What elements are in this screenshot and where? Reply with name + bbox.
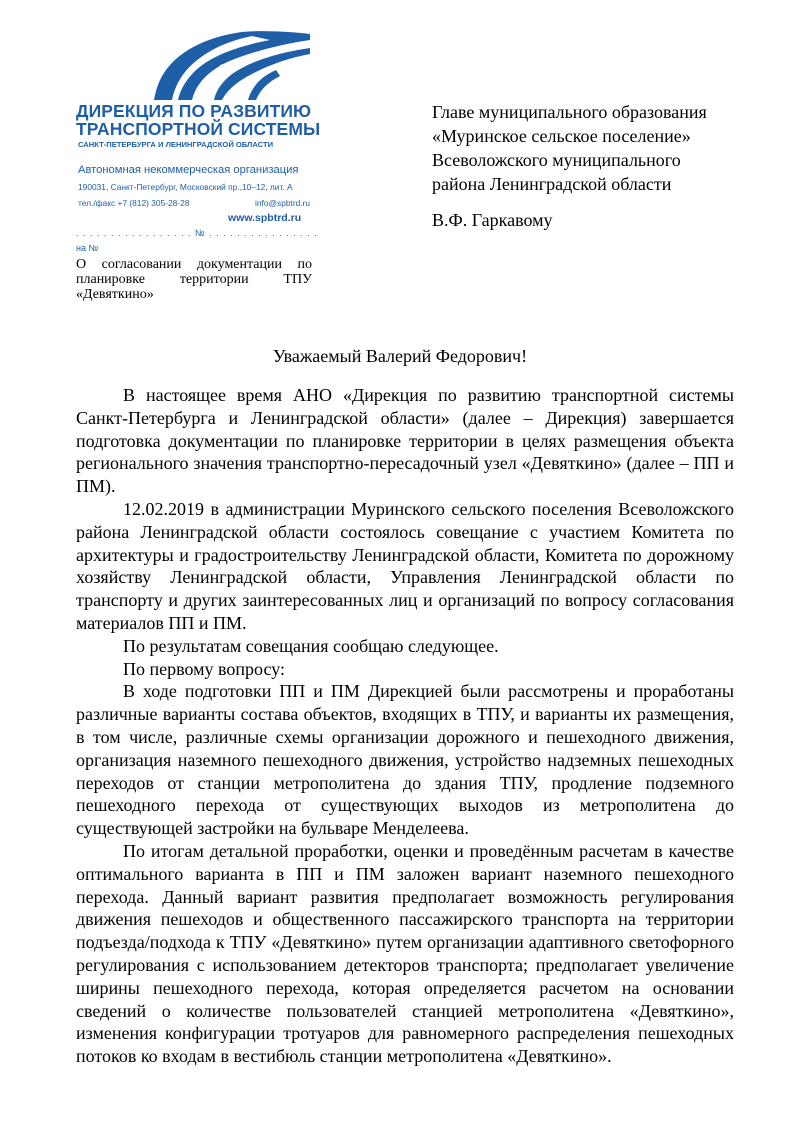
org-title (76, 101, 321, 139)
road-swoosh-logo-icon (152, 30, 312, 102)
org-address: 190031, Санкт-Петербург, Московский пр.,10–12, лит. А (78, 182, 293, 192)
addressee-name: В.Ф. Гаркавому (432, 210, 553, 230)
addressee-line3: Всеволожского муниципального (432, 150, 681, 170)
org-email: info@spbtrd.ru (255, 198, 311, 208)
addressee-block (432, 100, 707, 196)
body-paragraph: По итогам детальной проработки, оценки и проведённым расчетам в качестве оптимального варианта в ПП и ПМ заложен вариант наземного пешеходного перехода. Данный вариант развития предполагает возможность регулирования движения пешеходов и общественного пассажирского транспорта на территории подъезда/подхода к ТПУ «Девяткино» путем организации адаптивного светофорного регулирования с использованием детекторов транспорта; предполагает увеличение ширины пешеходного перехода, которая определяется расчетом на основании сведений о количестве пользователей станцией метрополитена «Девяткино», изменения конфигурации тротуаров для равномерного распределения пешеходных потоков ко входам в вестибюль станции метрополитена «Девяткино». (76, 840, 734, 1067)
body-paragraph: 12.02.2019 в администрации Муринского сельского поселения Всеволожского района Ленинградской области состоялось совещание с участием Комитета по архитектуры и градостроительству Ленинградской области, Комитета по дорожному хозяйству Ленинградской области, Управления Ленинградской области по транспорту и других заинтересованных лиц и организаций по вопросу согласования материалов ПП и ПМ. (76, 498, 734, 633)
addressee-line1: Главе муниципального образования (432, 102, 707, 122)
addressee-line4: района Ленинградской области (432, 174, 672, 194)
body-paragraph: По первому вопросу: (123, 658, 286, 679)
letter-body (76, 384, 734, 1068)
body-paragraph: По результатам совещания сообщаю следующее. (123, 635, 499, 656)
addressee-line2: «Муринское сельское поселение» (432, 126, 691, 146)
org-subtitle: САНКТ-ПЕТЕРБУРГА И ЛЕНИНГРАДСКОЙ ОБЛАСТИ (78, 140, 274, 149)
salutation: Уважаемый Валерий Федорович! (272, 346, 528, 366)
org-title-line1: ДИРЕКЦИЯ ПО РАЗВИТИЮ (76, 101, 312, 121)
body-paragraph: В ходе подготовки ПП и ПМ Дирекцией были рассмотрены и проработаны различные варианты состава объектов, входящих в ТПУ, и варианты их размещения, в том числе, различные схемы организации дорожного и пешеходного движения, организация наземного пешеходного движения, устройство надземных пешеходных переходов от станции метрополитена до здания ТПУ, продление подземного пешеходного перехода от существующих выходов из метрополитена до существующей застройки на бульваре Менделеева. (76, 681, 734, 839)
letter-subject: О согласовании документации по планировке территории ТПУ «Девяткино» (76, 257, 312, 302)
body-paragraph: В настоящее время АНО «Дирекция по развитию транспортной системы Санкт-Петербурга и Ленинградской области» (далее – Дирекция) завершается подготовка документации по планировке территории в целях размещения объекта регионального значения транспортно-пересадочный узел «Девяткино» (далее – ПП и ПМ). (76, 385, 734, 497)
org-website: www.spbtrd.ru (228, 212, 302, 224)
registration-number-line: . . . . . . . . . . . . . . . . . № . . . . . . . . . . . . . . . . (76, 228, 318, 238)
org-phone: тел./факс +7 (812) 305-28-28 (78, 198, 190, 208)
org-type: Автономная некоммерческая организация (78, 164, 299, 176)
org-title-line2: ТРАНСПОРТНОЙ СИСТЕМЫ (76, 119, 321, 139)
reference-number-line: на № (76, 243, 99, 253)
